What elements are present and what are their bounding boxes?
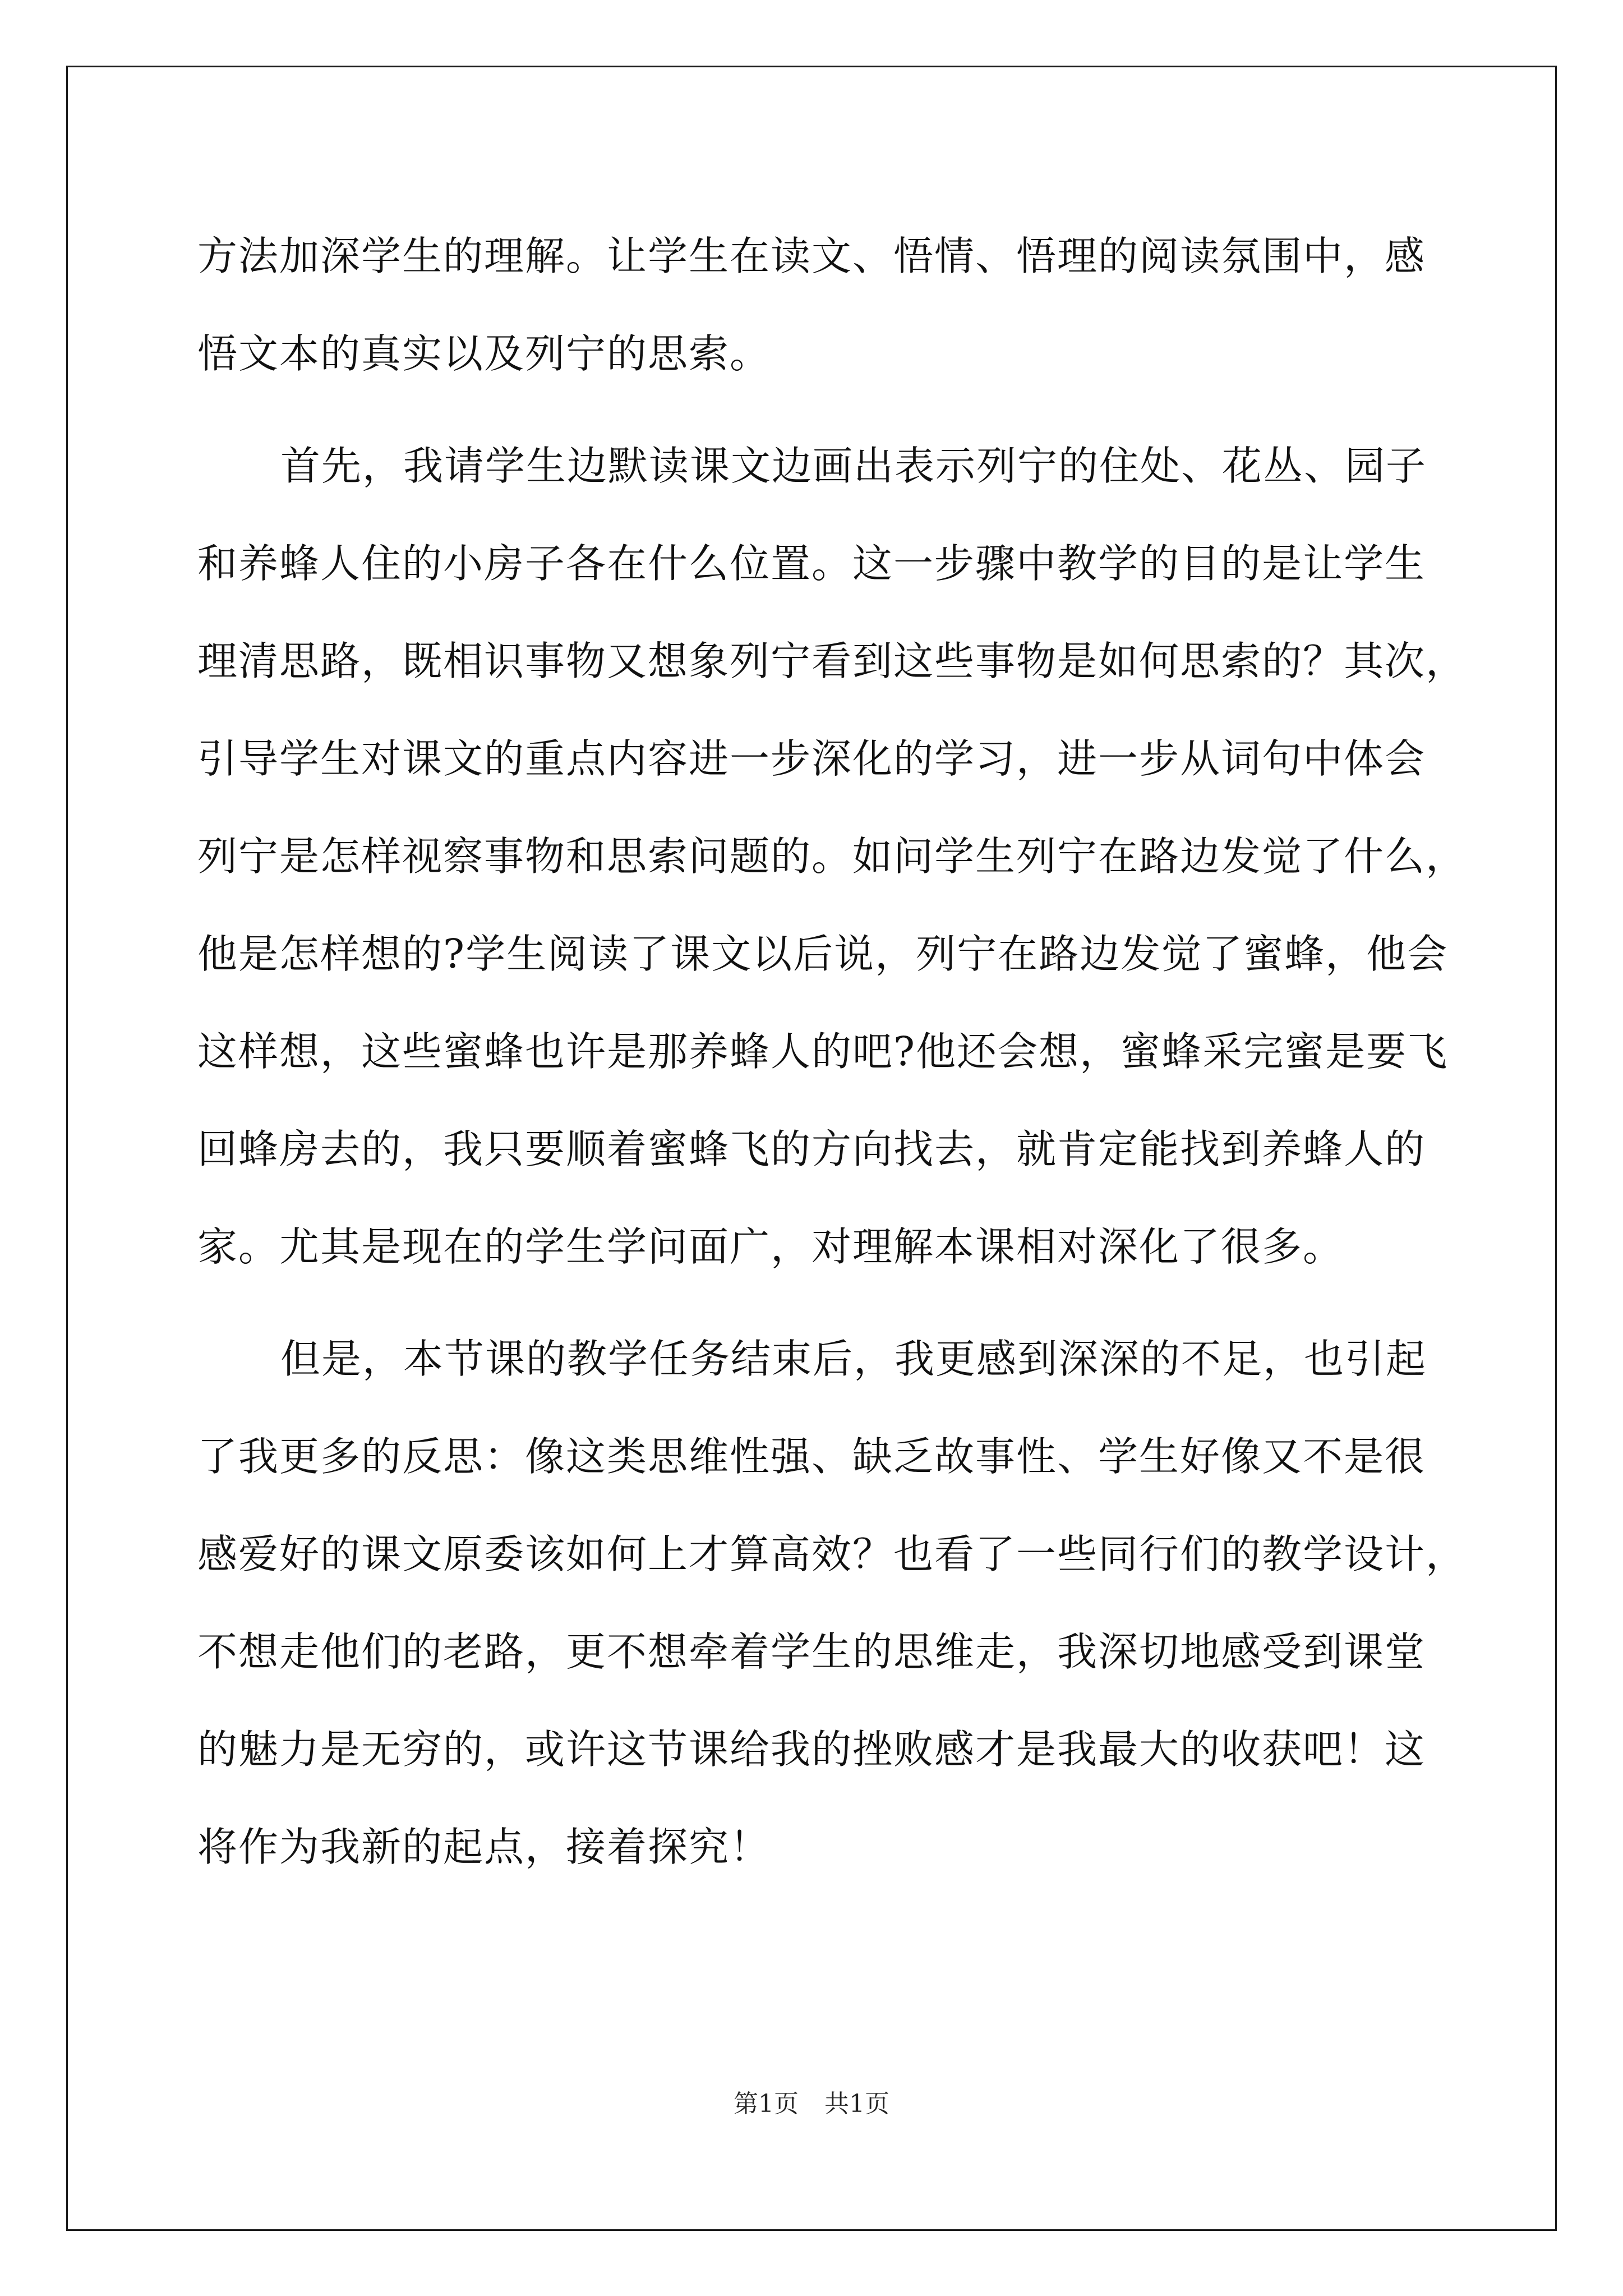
- paragraph-gap: [197, 1296, 1454, 1310]
- text-line: 家。尤其是现在的学生学问面广，对理解本课相对深化了很多。: [197, 1223, 1344, 1270]
- text-line: 引导学生对课文的重点内容进一步深化的学习，进一步从词句中体会: [197, 735, 1426, 782]
- text-line: 列宁是怎样视察事物和思索问题的。如问学生列宁在路边发觉了什么，: [197, 833, 1467, 880]
- text-line: 首先，我请学生边默读课文边画出表示列宁的住处、花丛、园子: [280, 443, 1427, 489]
- text-line: 方法加深学生的理解。让学生在读文、悟情、悟理的阅读氛围中，感: [197, 233, 1426, 279]
- text-line: 感爱好的课文原委该如何上才算高效？也看了一些同行们的教学设计，: [197, 1531, 1467, 1577]
- text-line: 了我更多的反思：像这类思维性强、缺乏故事性、学生好像又不是很: [197, 1433, 1426, 1480]
- text-line: 不想走他们的老路，更不想牵着学生的思维走，我深切地感受到课堂: [197, 1628, 1426, 1675]
- text-line: 悟文本的真实以及列宁的思索。: [197, 330, 771, 377]
- page-number: 第1页: [734, 2090, 799, 2118]
- paragraph-gap: [197, 403, 1454, 417]
- text-line: 但是，本节课的教学任务结束后，我更感到深深的不足，也引起: [280, 1336, 1427, 1382]
- text-line: 回蜂房去的，我只要顺着蜜蜂飞的方向找去，就肯定能找到养蜂人的: [197, 1126, 1426, 1172]
- page-total: 共1页: [824, 2090, 889, 2118]
- text-line: 的魅力是无穷的，或许这节课给我的挫败感才是我最大的收获吧！这: [197, 1726, 1426, 1773]
- text-line: 和养蜂人住的小房子各在什么位置。这一步骤中教学的目的是让学生: [197, 540, 1426, 587]
- document-body: [197, 208, 1467, 1896]
- page-footer: [0, 2083, 1623, 2119]
- text-line: 理清思路，既相识事物又想象列宁看到这些事物是如何思索的？其次，: [197, 638, 1467, 684]
- text-line: 他是怎样想的?学生阅读了课文以后说，列宁在路边发觉了蜜蜂，他会: [197, 931, 1449, 977]
- text-line: 将作为我新的起点，接着探究！: [197, 1824, 771, 1870]
- text-line: 这样想，这些蜜蜂也许是那养蜂人的吧?他还会想，蜜蜂采完蜜是要飞: [197, 1028, 1449, 1075]
